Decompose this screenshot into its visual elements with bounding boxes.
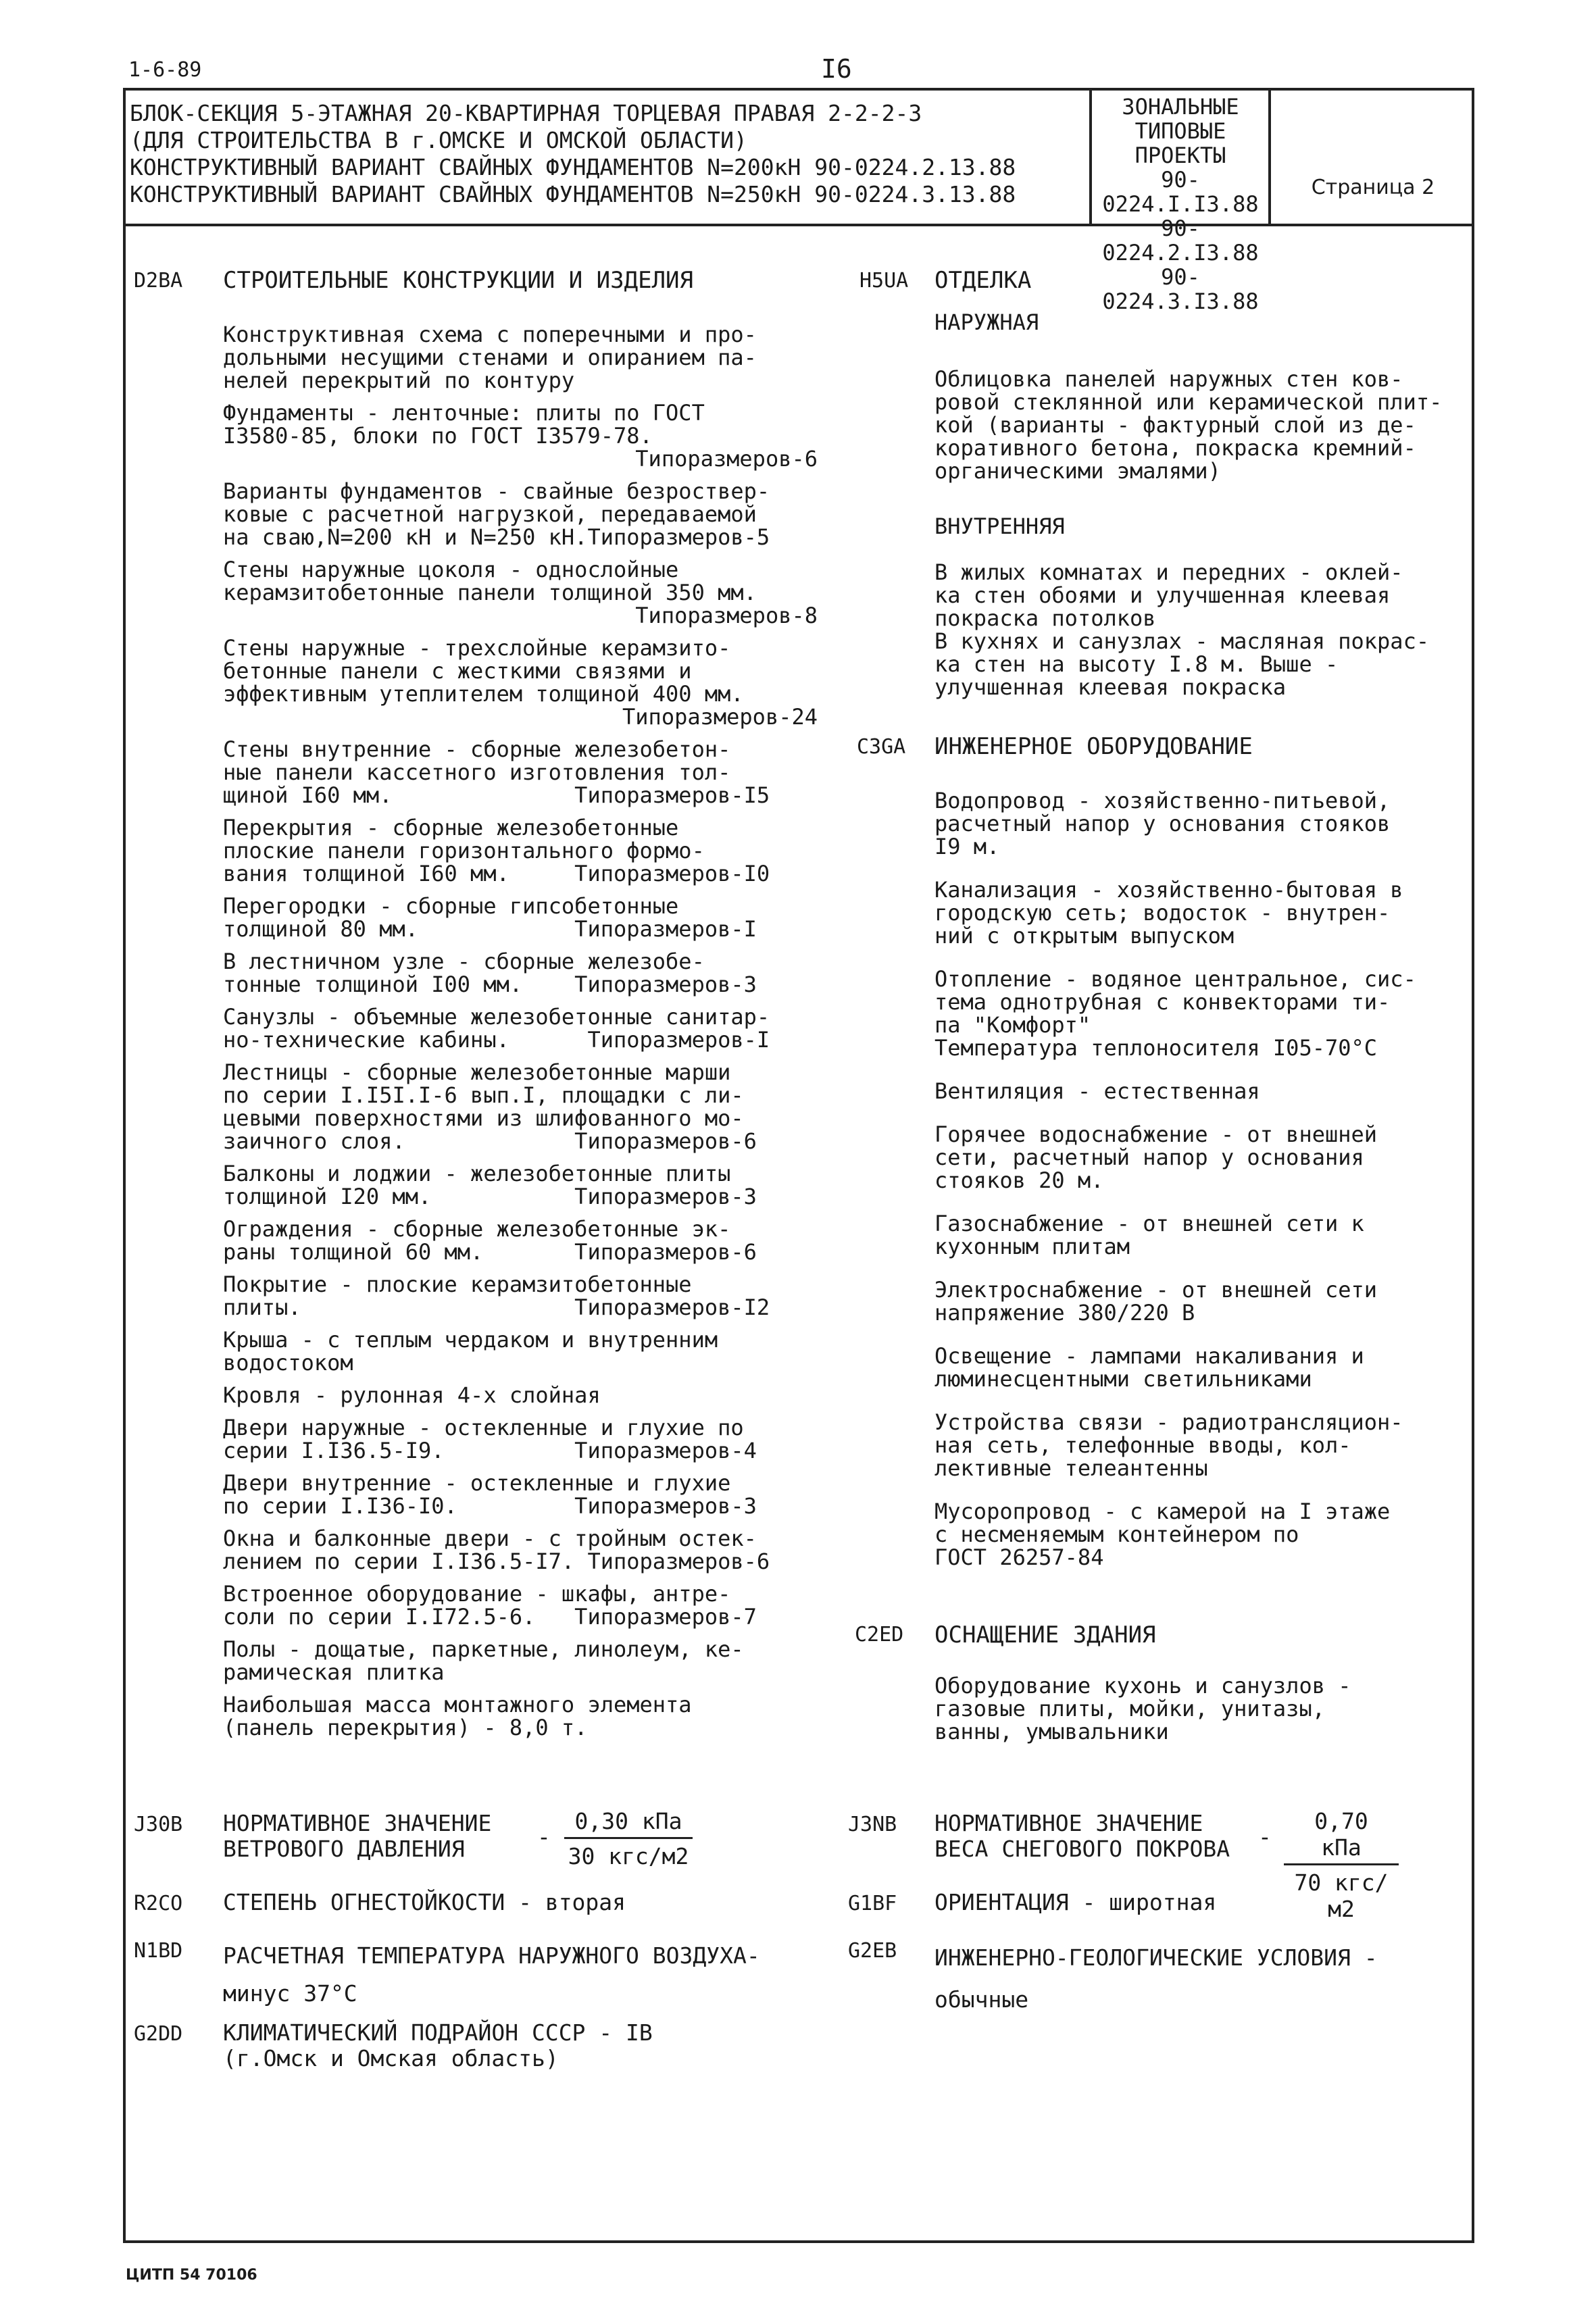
text-line: органическими эмалями) [934,458,1221,484]
wind-pressure-value: 0,30 кПа 30 кгс/м2 [564,1808,693,1869]
text-line: Газоснабжение - от внешней сети к [934,1211,1364,1236]
divider [1089,88,1092,224]
text-line: В жилых комнатах и передних - оклей- [934,559,1403,585]
param-code: G2DD [134,2022,183,2046]
orientation: ОРИЕНТАЦИЯ - широтная [934,1889,1217,1915]
engineering-paragraph [934,1411,1475,1480]
divider [1268,88,1271,224]
zonal-line: 90-0224.I.I3.88 [1102,167,1259,217]
text-line: покраска потолков [934,605,1156,631]
fire-resistance: СТЕПЕНЬ ОГНЕСТОЙКОСТИ - вторая [223,1889,626,1915]
title-line: КОНСТРУКТИВНЫЙ ВАРИАНТ СВАЙНЫХ ФУНДАМЕНТОВ N=200кН 90-0224.2.13.88 [130,154,1016,180]
text-line: напряжение 380/220 В [934,1300,1195,1326]
spec-paragraph [223,1472,818,1517]
spec-line: I3580-85, блоки по ГОСТ I3579-78. [223,423,653,449]
text-line: коративного бетона, покраска кремний- [934,435,1416,461]
spec-paragraph [223,480,818,549]
spec-line: Перекрытия - сборные железобетонные [223,815,679,840]
spec-paragraph [223,738,818,807]
spec-line: бетонные панели с жесткими связями и [223,658,692,684]
text-line: Мусоропровод - с камерой на I этаже [934,1499,1391,1524]
type-count: Типоразмеров-8 [635,603,818,628]
spec-line: вания толщиной I60 мм. Типоразмеров-I0 [223,861,770,886]
spec-line: Кровля - рулонная 4-х слойная [223,1382,601,1408]
spec-line: керамзитобетонные панели толщиной 350 мм. [223,580,757,605]
spec-line: ные панели кассетного изготовления тол- [223,759,731,785]
spec-line: щиной I60 мм. Типоразмеров-I5 [223,782,770,808]
spec-line: толщиной I20 мм. Типоразмеров-3 [223,1184,757,1209]
spec-line: Санузлы - объемные железобетонные санитар- [223,1004,770,1030]
design-temperature: РАСЧЕТНАЯ ТЕМПЕРАТУРА НАРУЖНОГО ВОЗДУХА- минус 37°C [223,1942,760,2007]
snow-load-label: НОРМАТИВНОЕ ЗНАЧЕНИЕ ВЕСА СНЕГОВОГО ПОКРОВА [934,1810,1230,1862]
spec-line: лением по серии I.I36.5-I7. Типоразмеров-6 [223,1549,770,1574]
section-title: СТРОИТЕЛЬНЫЕ КОНСТРУКЦИИ И ИЗДЕЛИЯ [223,267,693,294]
spec-paragraph [223,1638,818,1684]
text-line: ровой стеклянной или керамической плит- [934,389,1443,415]
wind-pressure-label: НОРМАТИВНОЕ ЗНАЧЕНИЕ ВЕТРОВОГО ДАВЛЕНИЯ [223,1810,492,1862]
spec-paragraph [223,401,818,470]
spec-paragraph [223,1416,818,1462]
engineering-paragraph [934,1500,1475,1569]
spec-line: Стены наружные - трехслойные керамзито- [223,635,731,661]
zonal-line: 90-0224.2.I3.88 [1102,216,1259,266]
page-label: Страница 2 [1311,176,1435,199]
sheet-ref: 1-6-89 [128,58,202,82]
section-code: C2ED [855,1623,904,1646]
engineering-column [934,789,1475,1589]
spec-paragraph [223,1061,818,1153]
text-line: Водопровод - хозяйственно-питьевой, [934,788,1391,813]
spec-line: на сваю,N=200 кН и N=250 кН.Типоразмеров-5 [223,524,770,550]
text-line: газовые плиты, мойки, унитазы, [934,1696,1325,1721]
spec-line: Варианты фундаментов - свайные безроствер- [223,478,770,504]
spec-paragraph [223,323,818,392]
spec-line: серии I.I36.5-I9. Типоразмеров-4 [223,1438,757,1463]
engineering-paragraph [934,1278,1475,1324]
text-line: I9 м. [934,834,1000,859]
spec-line: заичного слоя. Типоразмеров-6 [223,1128,757,1154]
text-line: па "Комфорт" [934,1012,1091,1038]
snow-load-value: 0,70 кПа 70 кгс/м2 [1284,1808,1399,1922]
engineering-paragraph [934,789,1475,858]
engineering-paragraph [934,878,1475,947]
param-code: G1BF [848,1892,897,1915]
text-line: Электроснабжение - от внешней сети [934,1277,1378,1303]
text-line: ка стен обоями и улучшенная клеевая [934,582,1391,608]
text-line: с несменяемым контейнером по [934,1521,1299,1547]
text-line: лективные телеантенны [934,1455,1208,1481]
footer-stamp: ЦИТП 54 70106 [126,2267,257,2284]
spec-line: толщиной 80 мм. Типоразмеров-I [223,916,757,942]
spec-line: нелей перекрытий по контуру [223,368,575,393]
type-count: Типоразмеров-6 [635,446,818,472]
section-title: ОТДЕЛКА [934,267,1032,294]
text-line: Вентиляция - естественная [934,1078,1260,1104]
text-line: люминесцентными светильниками [934,1366,1312,1392]
text-line: ГОСТ 26257-84 [934,1544,1104,1570]
spec-line: ковые с расчетной нагрузкой, передаваемой [223,501,757,527]
spec-line: водостоком [223,1350,353,1376]
spec-paragraph [223,1527,818,1573]
text-line: ная сеть, телефонные вводы, кол- [934,1432,1351,1458]
spec-line: Ограждения - сборные железобетонные эк- [223,1216,731,1242]
spec-line: Перегородки - сборные гипсобетонные [223,893,679,919]
text-line: сети, расчетный напор у основания [934,1145,1364,1170]
text-line: городскую сеть; водосток - внутрен- [934,900,1391,926]
text-line: Облицовка панелей наружных стен ков- [934,366,1403,392]
param-code: G2EB [848,1939,897,1963]
spec-line: Стены наружные цоколя - однослойные [223,557,679,582]
spec-line: Покрытие - плоские керамзитобетонные [223,1272,692,1297]
spec-line: дольными несущими стенами и опиранием па- [223,345,757,370]
spec-line: соли по серии I.I72.5-6. Типоразмеров-7 [223,1604,757,1630]
engineering-paragraph [934,1212,1475,1258]
text-line: кухонным плитам [934,1234,1130,1259]
param-code: N1BD [134,1939,183,1963]
text-line: тема однотрубная с конвекторами ти- [934,989,1391,1015]
spec-paragraph [223,636,818,728]
text-line: Освещение - лампами накаливания и [934,1343,1364,1369]
section-code: D2BA [134,269,183,293]
title-line: КОНСТРУКТИВНЫЙ ВАРИАНТ СВАЙНЫХ ФУНДАМЕНТОВ N=250кН 90-0224.3.13.88 [130,181,1016,207]
spec-paragraph [223,1217,818,1263]
text-line: В кухнях и санузлах - масляная покрас- [934,628,1430,654]
spec-paragraph [223,1162,818,1208]
spec-line: Встроенное оборудование - шкафы, антре- [223,1581,731,1607]
zonal-line: ЗОНАЛЬНЫЕ [1122,94,1239,120]
text-line: улучшенная клеевая покраска [934,674,1287,700]
spec-line: рамическая плитка [223,1659,445,1685]
spec-line: плоские панели горизонтального формо- [223,838,705,863]
spec-line: Балконы и лоджии - железобетонные плиты [223,1161,731,1186]
spec-line: Стены внутренние - сборные железобетон- [223,736,731,762]
building-equipment [934,1674,1475,1743]
spec-line: плиты. Типоразмеров-I2 [223,1294,770,1320]
spec-line: по серии I.I5I.I-6 вып.I, площадки с ли- [223,1082,744,1108]
finish-heading-outer: НАРУЖНАЯ [934,309,1039,335]
text-line: Температура теплоносителя I05-70°C [934,1035,1378,1061]
spec-paragraph [223,1582,818,1628]
dash: - [537,1823,551,1850]
spec-paragraph [223,1273,818,1319]
spec-line: (панель перекрытия) - 8,0 т. [223,1715,588,1740]
spec-line: В лестничном узле - сборные железобе- [223,949,705,974]
finish-inner [934,561,1475,699]
text-line: расчетный напор у основания стояков [934,811,1391,836]
engineering-paragraph [934,1080,1475,1103]
spec-paragraph [223,816,818,885]
text-line: Устройства связи - радиотрансляцион- [934,1409,1403,1435]
spec-line: Полы - дощатые, паркетные, линолеум, ке- [223,1636,744,1662]
geological-conditions: ИНЖЕНЕРНО-ГЕОЛОГИЧЕСКИЕ УСЛОВИЯ - обычные [934,1944,1378,2013]
text-line: Оборудование кухонь и санузлов - [934,1673,1351,1699]
param-code: J3NB [848,1813,897,1836]
engineering-paragraph [934,1123,1475,1192]
param-code: R2CO [134,1892,183,1915]
finish-heading-inner: ВНУТРЕННЯЯ [934,513,1065,539]
left-column [223,323,818,1749]
spec-line: Крыша - с теплым чердаком и внутренним [223,1327,718,1353]
spec-line: Фундаменты - ленточные: плиты по ГОСТ [223,400,705,426]
spec-line: Лестницы - сборные железобетонные марши [223,1059,731,1085]
section-title: ОСНАЩЕНИЕ ЗДАНИЯ [934,1621,1156,1649]
spec-line: по серии I.I36-I0. Типоразмеров-3 [223,1493,757,1519]
text-line: Канализация - хозяйственно-бытовая в [934,877,1403,903]
spec-line: но-технические кабины. Типоразмеров-I [223,1027,770,1053]
sheet-number: I6 [821,54,852,84]
spec-line: Двери наружные - остекленные и глухие по [223,1415,744,1440]
zonal-projects [1096,95,1265,313]
spec-line: цевыми поверхностями из шлифованного мо- [223,1105,744,1131]
spec-line: Двери внутренние - остекленные и глухие [223,1470,731,1496]
section-code: H5UA [859,269,909,293]
spec-line: тонные толщиной I00 мм. Типоразмеров-3 [223,972,757,997]
zonal-line: ТИПОВЫЕ ПРОЕКТЫ [1134,118,1226,168]
finish-outer [934,368,1475,482]
spec-paragraph [223,1693,818,1739]
spec-line: Наибольшая масса монтажного элемента [223,1692,692,1717]
param-code: J30B [134,1813,183,1836]
title-line: БЛОК-СЕКЦИЯ 5-ЭТАЖНАЯ 20-КВАРТИРНАЯ ТОРЦЕВАЯ ПРАВАЯ 2-2-2-3 [130,100,922,126]
spec-line: эффективным утеплителем толщиной 400 мм. [223,681,744,707]
dash: - [1258,1823,1272,1850]
section-code: C3GA [857,735,906,759]
climatic-subregion: КЛИМАТИЧЕСКИЙ ПОДРАЙОН СССР - IB (г.Омск и Омская область) [223,2019,653,2071]
text-line: кой (варианты - фактурный слой из де- [934,412,1416,438]
text-line: стояков 20 м. [934,1167,1104,1193]
spec-line: Конструктивная схема с поперечными и про- [223,322,757,347]
zonal-line: 90-0224.3.I3.88 [1102,264,1259,314]
type-count: Типоразмеров-24 [622,704,818,730]
title-line: (ДЛЯ СТРОИТЕЛЬСТВА В г.ОМСКЕ И ОМСКОЙ ОБЛАСТИ) [130,127,747,153]
section-title: ИНЖЕНЕРНОЕ ОБОРУДОВАНИЕ [934,733,1253,760]
spec-paragraph [223,1005,818,1051]
text-line: Отопление - водяное центральное, сис- [934,966,1416,992]
engineering-paragraph [934,1344,1475,1390]
spec-paragraph [223,1328,818,1374]
spec-line: Окна и балконные двери - с тройным остек- [223,1526,757,1551]
engineering-paragraph [934,967,1475,1059]
text-line: ний с открытым выпуском [934,923,1235,949]
spec-paragraph [223,895,818,940]
text-line: ка стен на высоту I.8 м. Выше - [934,651,1339,677]
spec-paragraph [223,558,818,627]
text-line: ванны, умывальники [934,1719,1169,1744]
spec-paragraph [223,1384,818,1407]
spec-line: раны толщиной 60 мм. Типоразмеров-6 [223,1239,757,1265]
title-lines [130,100,1082,208]
text-line: Горячее водоснабжение - от внешней [934,1122,1378,1147]
spec-paragraph [223,950,818,996]
